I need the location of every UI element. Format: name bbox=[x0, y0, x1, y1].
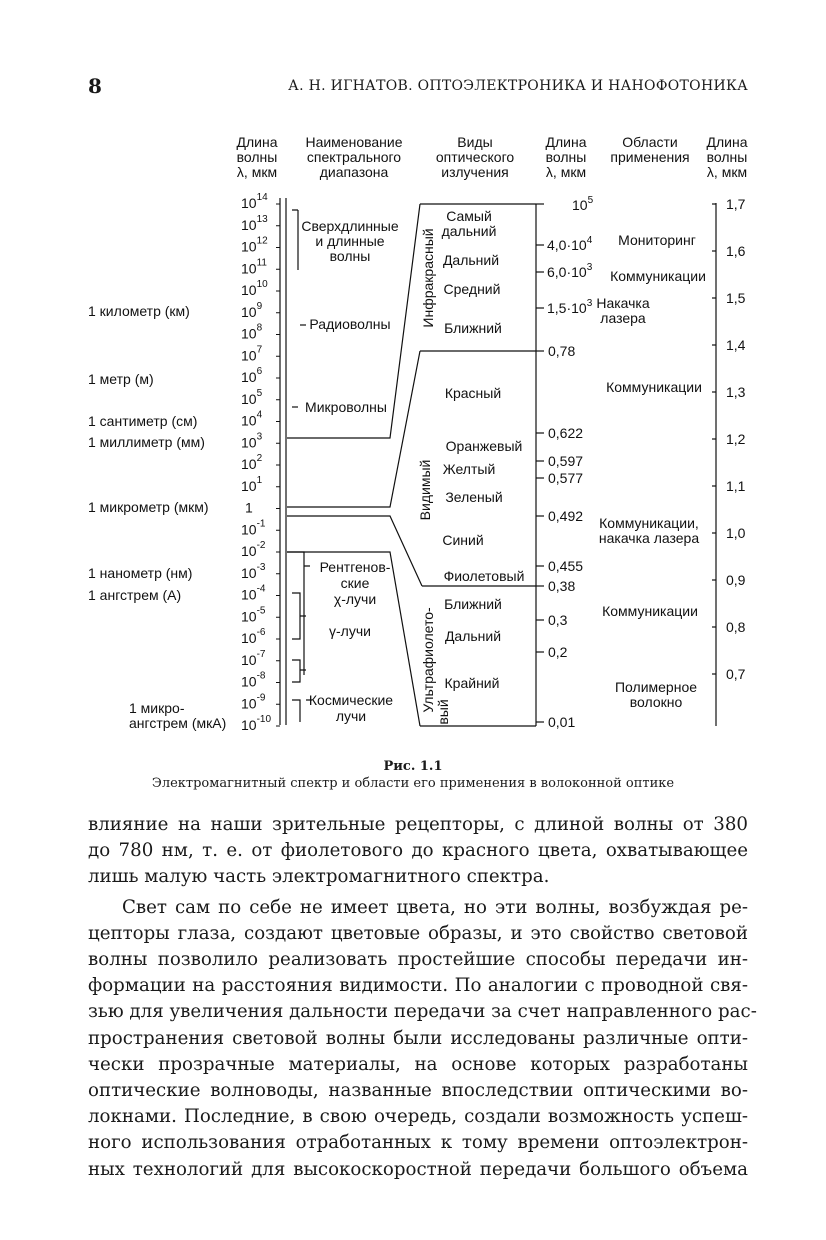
log-scale-label: $10^6$ bbox=[241, 366, 263, 385]
log-scale-label: $10^{-7}$ bbox=[241, 648, 266, 668]
unit-microangstrom-l2: ангстрем (мкА) bbox=[129, 715, 227, 731]
log-scale-label: $10^2$ bbox=[241, 453, 263, 472]
right-scale-label: 1,1 bbox=[726, 478, 746, 494]
right-scale-label: 0,9 bbox=[726, 572, 746, 588]
log-scale-label: $10^{-5}$ bbox=[241, 605, 266, 625]
vis-orange: Оранжевый bbox=[445, 438, 523, 454]
right-scale-label: 1,7 bbox=[726, 196, 746, 212]
uv-near: Ближний bbox=[444, 596, 502, 612]
log-scale-label: $10^{-3}$ bbox=[241, 561, 266, 581]
ir-near: Ближний bbox=[444, 320, 502, 336]
header-col1-l2: волны bbox=[236, 149, 278, 165]
header-col5-l1: Области bbox=[622, 134, 678, 150]
para2-line: цепторы глаза, создают цветовые образы, и это свойство световой bbox=[88, 922, 748, 944]
para2-line: ных технологий для высокоскоростной передачи большого объема bbox=[88, 1158, 748, 1180]
log-scale-label: $10^{-4}$ bbox=[241, 583, 266, 603]
radiation-types bbox=[442, 208, 525, 691]
range-gamma: γ-лучи bbox=[329, 623, 371, 639]
app-comm-pump-l1: Коммуникации, bbox=[599, 515, 699, 531]
log-scale-label: $10^3$ bbox=[241, 431, 263, 451]
unit-microangstrom-l1: 1 микро- bbox=[129, 700, 185, 716]
header-col4-l3: λ, мкм bbox=[545, 164, 587, 180]
application-labels bbox=[596, 232, 706, 710]
range-xray-l3: χ-лучи bbox=[333, 591, 377, 607]
figure-caption-title: Рис. 1.1 bbox=[383, 759, 443, 774]
para2-line: оптические волноводы, названные впоследствии оптическими во- bbox=[88, 1080, 748, 1102]
log-scale-label: $10^{-6}$ bbox=[241, 627, 266, 646]
header-col6-l1: Длина bbox=[706, 134, 748, 150]
mid-wavelength-label: 0,78 bbox=[548, 343, 576, 359]
column-headers bbox=[237, 134, 748, 180]
header-col3-l2: оптического bbox=[435, 149, 515, 165]
range-cosmic-l1: Космические bbox=[308, 692, 394, 708]
right-scale-label: 1,5 bbox=[726, 290, 746, 306]
app-pump-l1: Накачка bbox=[596, 295, 650, 311]
right-scale-label: 1,0 bbox=[726, 525, 746, 541]
mid-wavelength-label: 0,577 bbox=[548, 470, 584, 486]
log-scale-label: $10^{-10}$ bbox=[241, 714, 272, 733]
body-text bbox=[88, 812, 757, 1183]
para1-line: влияние на наши зрительные рецепторы, с длиной волны от 380 bbox=[88, 814, 748, 835]
header-col5-l2: применения bbox=[610, 149, 690, 165]
ir-far-far-l2: дальний bbox=[441, 223, 497, 239]
range-xray-l1: Рентгенов- bbox=[319, 559, 391, 575]
para2-line: Свет сам по себе не имеет цвета, но эти волны, возбуждая ре- bbox=[122, 896, 748, 918]
paragraph-1 bbox=[88, 812, 748, 891]
log-scale-label: $10^{13}$ bbox=[241, 213, 268, 233]
header-col4-l1: Длина bbox=[545, 134, 587, 150]
mid-wavelength-label: 0,01 bbox=[548, 714, 576, 730]
range-superlong-l3: волны bbox=[329, 248, 371, 264]
para2-line: пространения световой волны были исследованы различные опти- bbox=[88, 1027, 748, 1049]
para1-line: до 780 нм, т. е. от фиолетового до красного цвета, охватывающее bbox=[88, 840, 748, 862]
wl-6e3: $6,0\cdot 10^3$ bbox=[547, 262, 593, 280]
electromagnetic-spectrum-figure bbox=[0, 120, 826, 740]
range-radio: Радиоволны bbox=[309, 316, 391, 332]
right-scale-label: 1,3 bbox=[726, 384, 746, 400]
running-title: А. Н. ИГНАТОВ. ОПТОЭЛЕКТРОНИКА И НАНОФОТОНИКА bbox=[288, 78, 748, 94]
group-visible: Видимый bbox=[417, 459, 433, 521]
para2-line: волны позволило реализовать простейшие способы передачи ин- bbox=[88, 949, 748, 971]
unit-um: 1 микрометр (мкм) bbox=[88, 499, 209, 515]
wl-1-5e3: $1,5\cdot 10^3$ bbox=[547, 298, 593, 316]
range-superlong-l1: Сверхдлинные bbox=[301, 218, 399, 234]
header-col4-l2: волны bbox=[545, 149, 587, 165]
wl-4e4: $4,0\cdot 10^4$ bbox=[547, 235, 593, 253]
log-scale-label: $10^1$ bbox=[241, 474, 263, 494]
range-micro: Микроволны bbox=[305, 399, 387, 415]
para1-line: лишь малую часть электромагнитного спектра. bbox=[88, 866, 550, 888]
log-scale-label: $10^7$ bbox=[241, 344, 263, 364]
ir-mid: Средний bbox=[443, 281, 501, 297]
group-uv-l2: вый bbox=[435, 699, 451, 725]
log-scale-labels bbox=[241, 192, 271, 733]
app-monitoring: Мониторинг bbox=[618, 232, 696, 248]
right-scale-label: 0,8 bbox=[726, 619, 746, 635]
mid-wavelength-label: 0,492 bbox=[548, 508, 584, 524]
range-xray-l2: ские bbox=[340, 575, 370, 591]
para2-line: формации на расстояния видимости. По аналогии с проводной свя- bbox=[88, 975, 748, 997]
mid-wavelength-label: 0,622 bbox=[548, 425, 584, 441]
unit-nm: 1 нанометр (нм) bbox=[88, 565, 193, 581]
range-cosmic-l2: лучи bbox=[335, 708, 367, 724]
log-scale-label: $10^{-8}$ bbox=[241, 670, 266, 690]
app-communications-1: Коммуникации bbox=[610, 268, 706, 284]
wl-1e5: $10^5$ bbox=[572, 195, 594, 213]
log-scale-label: $10^9$ bbox=[241, 300, 263, 320]
app-communications-3: Коммуникации bbox=[602, 603, 698, 619]
unit-labels bbox=[88, 303, 226, 731]
vis-yellow: Желтый bbox=[442, 461, 496, 477]
header-col2-l3: диапазона bbox=[319, 164, 389, 180]
header-col2-l1: Наименование bbox=[305, 134, 403, 150]
range-names bbox=[301, 218, 398, 724]
unit-cm: 1 сантиметр (см) bbox=[88, 413, 198, 429]
header-col6-l3: λ, мкм bbox=[706, 164, 748, 180]
vis-red: Красный bbox=[444, 385, 502, 401]
para2-line: локнами. Последние, в свою очередь, создали возможность успеш- bbox=[88, 1106, 748, 1128]
unit-mm: 1 миллиметр (мм) bbox=[88, 434, 205, 450]
uv-far: Дальний bbox=[444, 628, 502, 644]
log-scale-label: $10^{11}$ bbox=[241, 257, 267, 277]
vis-blue: Синий bbox=[442, 532, 484, 548]
right-scale-labels bbox=[726, 196, 746, 682]
para2-line: зью для увеличения дальности передачи за счет направленного рас- bbox=[88, 1001, 757, 1023]
header-col1-l1: Длина bbox=[236, 134, 278, 150]
log-scale-label: $10^8$ bbox=[241, 322, 263, 342]
log-scale-label: $10^{10}$ bbox=[241, 279, 268, 298]
log-scale-label: $10^{14}$ bbox=[241, 192, 268, 211]
para2-line: ного использования отработанных к тому времени оптоэлектрон- bbox=[88, 1132, 748, 1154]
mid-wavelength-label: 0,3 bbox=[548, 612, 568, 628]
superlong-bracket bbox=[292, 210, 298, 270]
vis-green: Зеленый bbox=[445, 489, 503, 505]
app-polymer-l1: Полимерное bbox=[614, 679, 698, 695]
header-col3-l1: Виды bbox=[457, 134, 493, 150]
header-col6-l2: волны bbox=[706, 149, 748, 165]
scale-lines bbox=[276, 198, 312, 726]
unit-km: 1 километр (км) bbox=[88, 303, 190, 319]
right-scale-label: 1,6 bbox=[726, 243, 746, 259]
vis-violet: Фиолетовый bbox=[443, 568, 525, 584]
para2-line: чески прозрачные материалы, на основе которых разработаны bbox=[88, 1053, 748, 1075]
log-scale-label: $10^{12}$ bbox=[241, 235, 268, 255]
mid-scale-ticks bbox=[536, 204, 544, 722]
range-superlong-l2: и длинные bbox=[315, 233, 385, 249]
visible-connector bbox=[287, 351, 420, 507]
right-scale-label: 1,4 bbox=[726, 337, 746, 353]
app-pump-l2: лазера bbox=[600, 310, 646, 326]
right-scale-label: 1,2 bbox=[726, 431, 746, 447]
mid-wavelength-label: 0,38 bbox=[548, 578, 576, 594]
mid-wavelength-labels bbox=[547, 195, 594, 730]
group-uv-l1: Ультрафиолето- bbox=[420, 607, 436, 713]
mid-wavelength-label: 0,455 bbox=[548, 558, 584, 574]
mid-wavelength-label: 0,2 bbox=[548, 644, 568, 660]
header-col1-l3: λ, мкм bbox=[236, 164, 278, 180]
group-infrared: Инфракрасный bbox=[420, 228, 436, 328]
uv-extreme: Крайний bbox=[444, 675, 500, 691]
app-comm-pump-l2: накачка лазера bbox=[598, 530, 700, 546]
cosmic-bracket-2 bbox=[292, 700, 300, 722]
unit-m: 1 метр (м) bbox=[88, 371, 154, 387]
header-col3-l3: излучения bbox=[441, 164, 509, 180]
page-number: 8 bbox=[88, 74, 102, 98]
header-col2-l2: спектрального bbox=[306, 149, 402, 165]
unit-angstrom: 1 ангстрем (А) bbox=[88, 587, 182, 603]
log-scale-label: $10^4$ bbox=[241, 409, 263, 429]
log-scale-label: 1 bbox=[245, 499, 253, 516]
log-scale-label: $10^{-2}$ bbox=[241, 540, 266, 559]
paragraph-2 bbox=[88, 895, 757, 1183]
xray-bracket bbox=[287, 552, 310, 675]
log-scale-label: $10^{-9}$ bbox=[241, 692, 266, 712]
log-scale-label: $10^5$ bbox=[241, 387, 263, 407]
ir-far-far-l1: Самый bbox=[446, 208, 492, 224]
ir-far: Дальний bbox=[442, 252, 500, 268]
right-scale-label: 0,7 bbox=[726, 666, 746, 682]
log-scale-label: $10^{-1}$ bbox=[241, 518, 266, 538]
app-polymer-l2: волокно bbox=[629, 694, 683, 710]
app-communications-2: Коммуникации bbox=[606, 379, 702, 395]
mid-wavelength-label: 0,597 bbox=[548, 453, 584, 469]
figure-caption-text: Электромагнитный спектр и области его применения в волоконной оптике bbox=[151, 776, 675, 791]
